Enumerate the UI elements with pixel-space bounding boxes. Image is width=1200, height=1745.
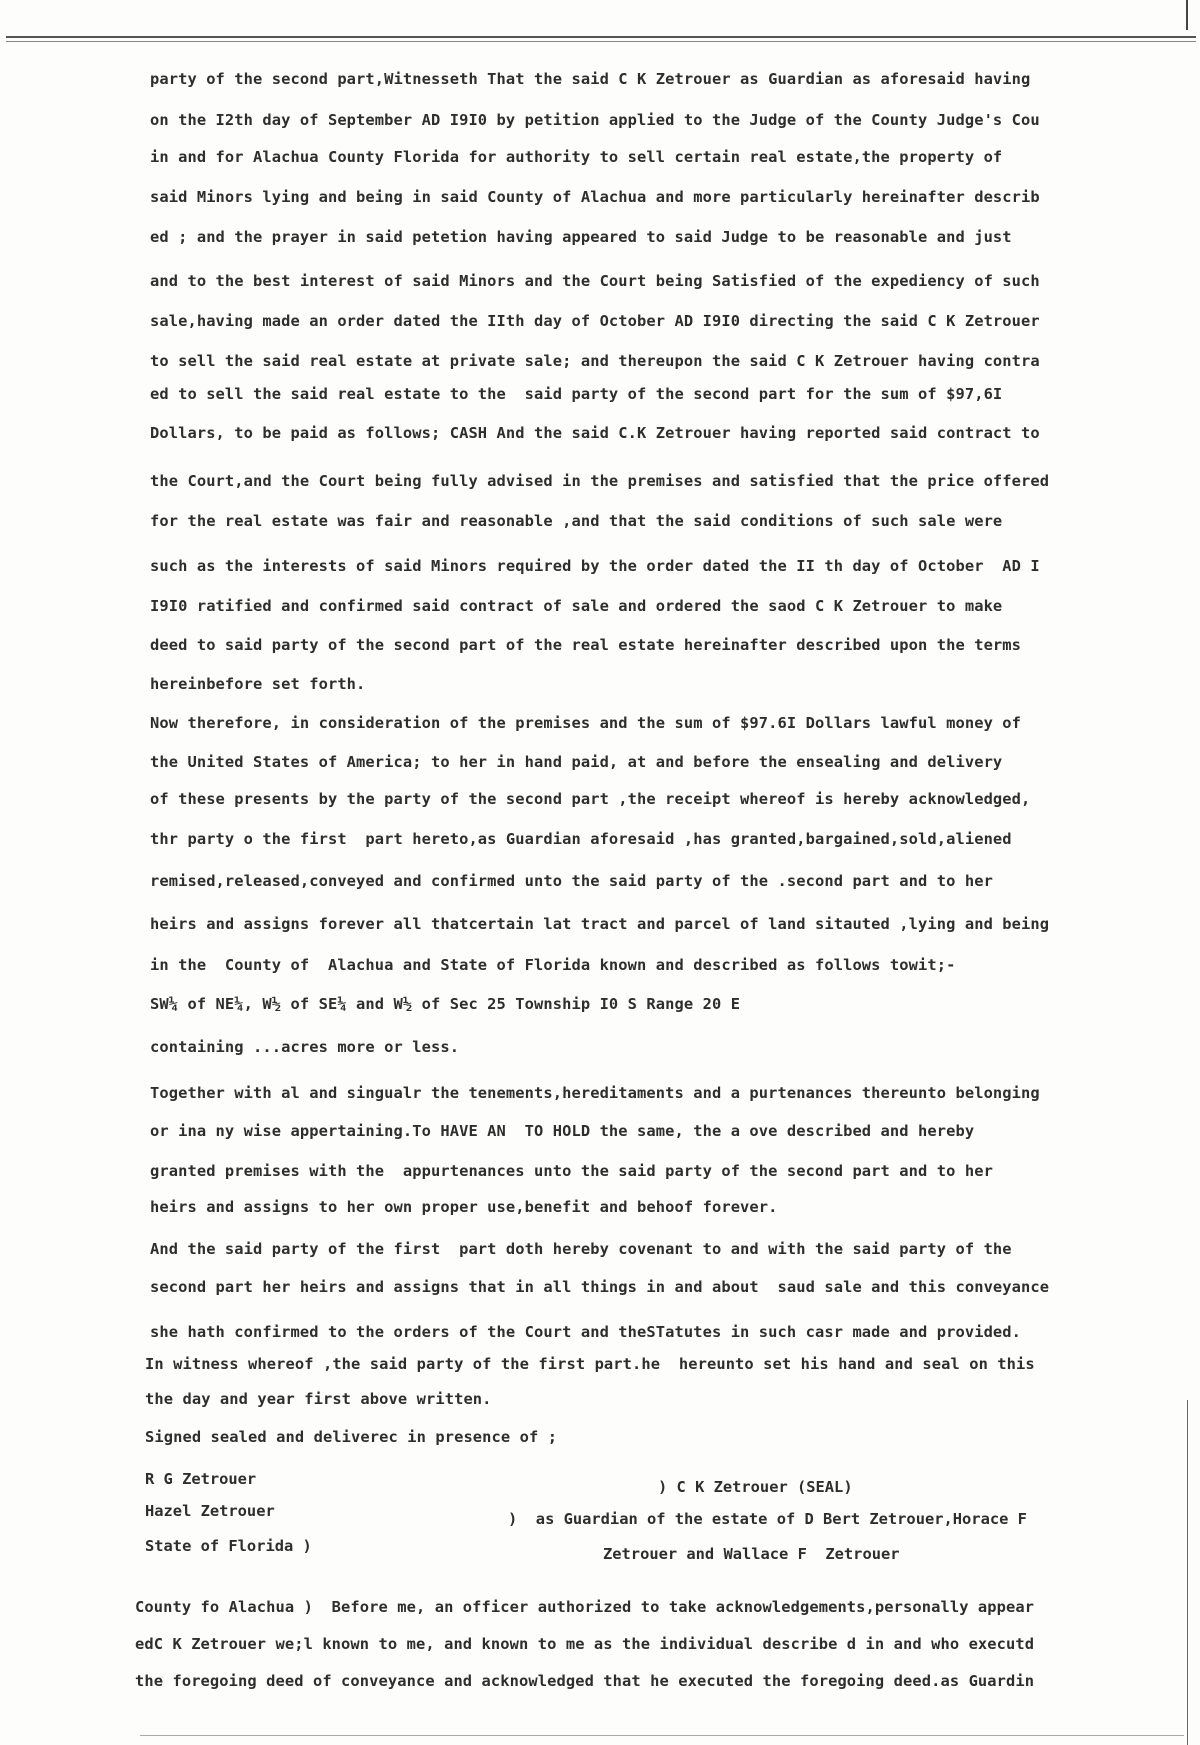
- text-line: hereinbefore set forth.: [150, 675, 366, 693]
- text-line: and to the best interest of said Minors and the Court being Satisfied of the expediency of such: [150, 272, 1040, 290]
- text-line: heirs and assigns forever all thatcertain lat tract and parcel of land sitauted ,lying and being: [150, 915, 1050, 933]
- text-line: for the real estate was fair and reasonable ,and that the said conditions of such sale were: [150, 512, 1003, 530]
- text-line: sale,having made an order dated the IIth day of October AD I9I0 directing the said C K Zetrouer: [150, 312, 1040, 330]
- top-border-line-thin: [6, 41, 1196, 42]
- text-line: of these presents by the party of the second part ,the receipt whereof is hereby acknowledged,: [150, 790, 1031, 808]
- text-line: the Court,and the Court being fully advised in the premises and satisfied that the price offered: [150, 472, 1050, 490]
- text-line: heirs and assigns to her own proper use,benefit and behoof forever.: [150, 1198, 778, 1216]
- text-line: thr party o the first part hereto,as Guardian aforesaid ,has granted,bargained,sold,aliened: [150, 830, 1012, 848]
- venue-state: State of Florida ): [145, 1537, 312, 1555]
- text-line: deed to said party of the second part of the real estate hereinafter described upon the terms: [150, 636, 1022, 654]
- text-line: party of the second part,Witnesseth That the said C K Zetrouer as Guardian as aforesaid having: [150, 70, 1031, 88]
- text-line: ed ; and the prayer in said petetion having appeared to said Judge to be reasonable and just: [150, 228, 1012, 246]
- top-border-line: [6, 36, 1196, 38]
- text-line: Together with al and singualr the tenements,hereditaments and a purtenances thereunto belonging: [150, 1084, 1040, 1102]
- text-line: granted premises with the appurtenances unto the said party of the second part and to her: [150, 1162, 993, 1180]
- text-line: the United States of America; to her in hand paid, at and before the ensealing and delivery: [150, 753, 1003, 771]
- text-line: on the I2th day of September AD I9I0 by petition applied to the Judge of the County Judge's Cou: [150, 111, 1040, 129]
- text-line: In witness whereof ,the said party of the first part.he hereunto set his hand and seal on this: [145, 1355, 1035, 1373]
- text-line: second part her heirs and assigns that in all things in and about saud sale and this conveyance: [150, 1278, 1050, 1296]
- witness-name: Hazel Zetrouer: [145, 1502, 275, 1520]
- right-margin-mark: [1186, 0, 1188, 30]
- acknowledgement-line: the foregoing deed of conveyance and acknowledged that he executed the foregoing deed.as Guardin: [135, 1672, 1035, 1690]
- bottom-border-line: [140, 1735, 1184, 1736]
- text-line: remised,released,conveyed and confirmed unto the said party of the .second part and to her: [150, 872, 993, 890]
- text-line: Now therefore, in consideration of the premises and the sum of $97.6I Dollars lawful money of: [150, 714, 1022, 732]
- right-margin-line: [1187, 1400, 1188, 1745]
- text-line: she hath confirmed to the orders of the Court and theSTatutes in such casr made and provided.: [150, 1323, 1022, 1341]
- signature-capacity: Zetrouer and Wallace F Zetrouer: [603, 1545, 900, 1563]
- text-line: Dollars, to be paid as follows; CASH And the said C.K Zetrouer having reported said contract to: [150, 424, 1040, 442]
- text-line: in and for Alachua County Florida for authority to sell certain real estate,the property of: [150, 148, 1003, 166]
- text-line: ed to sell the said real estate to the said party of the second part for the sum of $97,6I: [150, 385, 1003, 403]
- text-line: Signed sealed and deliverec in presence of ;: [145, 1428, 558, 1446]
- text-line: or ina ny wise appertaining.To HAVE AN TO HOLD the same, the a ove described and hereby: [150, 1122, 975, 1140]
- text-line: containing ...acres more or less.: [150, 1038, 460, 1056]
- text-line: such as the interests of said Minors required by the order dated the II th day of October AD I: [150, 557, 1040, 575]
- text-line: And the said party of the first part doth hereby covenant to and with the said party of the: [150, 1240, 1012, 1258]
- signature-capacity: ) as Guardian of the estate of D Bert Zetrouer,Horace F: [508, 1510, 1027, 1528]
- witness-name: R G Zetrouer: [145, 1470, 257, 1488]
- acknowledgement-line: County fo Alachua ) Before me, an officer authorized to take acknowledgements,personally appear: [135, 1598, 1035, 1616]
- text-line: to sell the said real estate at private sale; and thereupon the said C K Zetrouer having contra: [150, 352, 1040, 370]
- text-line: the day and year first above written.: [145, 1390, 492, 1408]
- signature-line: ) C K Zetrouer (SEAL): [658, 1478, 853, 1496]
- legal-description-line: SW¼ of NE¼, W½ of SE¼ and W½ of Sec 25 Township I0 S Range 20 E: [150, 995, 741, 1013]
- text-line: I9I0 ratified and confirmed said contract of sale and ordered the saod C K Zetrouer to make: [150, 597, 1003, 615]
- text-line: in the County of Alachua and State of Florida known and described as follows towit;-: [150, 956, 956, 974]
- acknowledgement-line: edC K Zetrouer we;l known to me, and known to me as the individual describe d in and who executd: [135, 1635, 1035, 1653]
- text-line: said Minors lying and being in said County of Alachua and more particularly hereinafter describ: [150, 188, 1040, 206]
